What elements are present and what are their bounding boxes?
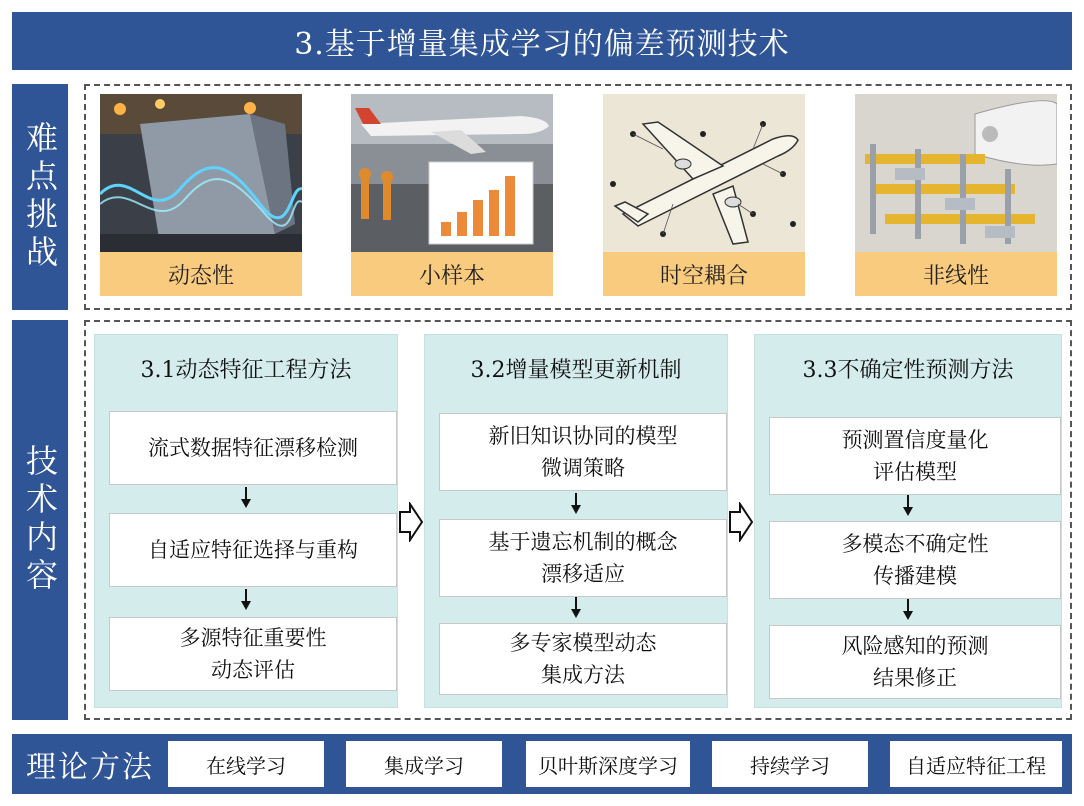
step-box: 多专家模型动态 集成方法 bbox=[439, 623, 727, 695]
down-arrow-icon bbox=[240, 487, 252, 509]
column-uncertainty-prediction bbox=[754, 334, 1062, 708]
challenge-nonlinear bbox=[855, 94, 1057, 296]
assembly-line-image bbox=[855, 94, 1057, 252]
challenge-label: 动态性 bbox=[100, 252, 302, 296]
theory-method: 在线学习 bbox=[168, 741, 324, 787]
factory-signal-image bbox=[100, 94, 302, 252]
column-incremental-update bbox=[424, 334, 728, 708]
airplane-factory-chart-image bbox=[351, 94, 553, 252]
column-title: 3.2增量模型更新机制 bbox=[470, 358, 682, 383]
theory-bar bbox=[12, 734, 1072, 794]
step-box: 流式数据特征漂移检测 bbox=[109, 411, 397, 485]
step-box: 多源特征重要性 动态评估 bbox=[109, 617, 397, 691]
step-box: 风险感知的预测 结果修正 bbox=[769, 625, 1061, 699]
column-dynamic-feature bbox=[94, 334, 398, 708]
column-title: 3.3不确定性预测方法 bbox=[802, 358, 1014, 383]
challenge-small-sample bbox=[351, 94, 553, 296]
step-box: 自适应特征选择与重构 bbox=[109, 513, 397, 587]
theory-method: 集成学习 bbox=[346, 741, 502, 787]
step-box: 新旧知识协同的模型 微调策略 bbox=[439, 413, 727, 491]
airplane-sketch-image bbox=[603, 94, 805, 252]
down-arrow-icon bbox=[570, 597, 582, 619]
challenge-spatiotemporal bbox=[603, 94, 805, 296]
down-arrow-icon bbox=[570, 493, 582, 515]
theory-method: 自适应特征工程 bbox=[890, 741, 1062, 787]
challenge-label: 小样本 bbox=[351, 252, 553, 296]
content-section-label: 技术内容 bbox=[12, 320, 68, 720]
step-box: 多模态不确定性 传播建模 bbox=[769, 521, 1061, 599]
challenge-label: 非线性 bbox=[855, 252, 1057, 296]
step-box: 基于遗忘机制的概念 漂移适应 bbox=[439, 519, 727, 597]
down-arrow-icon bbox=[902, 599, 914, 621]
challenge-dynamic bbox=[100, 94, 302, 296]
down-arrow-icon bbox=[902, 495, 914, 517]
down-arrow-icon bbox=[240, 589, 252, 611]
theory-label: 理论方法 bbox=[26, 750, 154, 785]
page-title: 3.基于增量集成学习的偏差预测技术 bbox=[12, 12, 1072, 70]
step-box: 预测置信度量化 评估模型 bbox=[769, 417, 1061, 495]
theory-method: 贝叶斯深度学习 bbox=[526, 741, 690, 787]
challenges-section-label: 难点挑战 bbox=[12, 84, 68, 310]
column-title: 3.1动态特征工程方法 bbox=[140, 358, 352, 383]
right-arrow-icon bbox=[728, 502, 754, 542]
challenge-label: 时空耦合 bbox=[603, 252, 805, 296]
theory-method: 持续学习 bbox=[712, 741, 868, 787]
right-arrow-icon bbox=[398, 502, 424, 542]
